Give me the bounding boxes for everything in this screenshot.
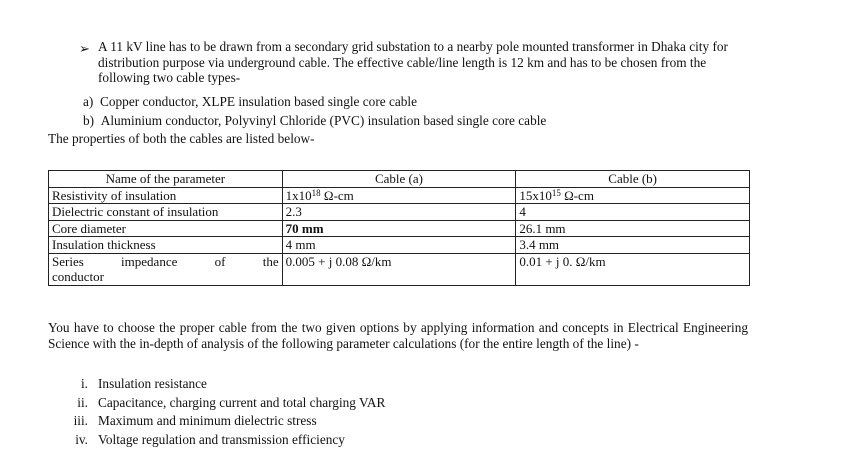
cable-properties-table	[48, 170, 750, 286]
option-text: Copper conductor, XLPE insulation based single core cable	[100, 94, 418, 109]
table-row	[49, 220, 750, 237]
intro-text: A 11 kV line has to be drawn from a secondary grid substation to a nearby pole mounted transformer in Dhaka city for distribution purpose via underground cable. The effective cable/line length is 12 km and has to be chosen from the following two cable types-	[98, 39, 728, 85]
cell-cable-b: 3.4 mm	[516, 237, 750, 254]
table-row	[49, 187, 750, 204]
cell-cable-a: 70 mm	[282, 220, 516, 237]
table-row	[49, 204, 750, 221]
header-cable-a: Cable (a)	[282, 171, 516, 188]
list-item: i. Insulation resistance	[80, 376, 207, 391]
cell-cable-b: 0.01 + j 0. Ω/km	[516, 253, 750, 285]
cell-cable-b: 26.1 mm	[516, 220, 750, 237]
header-parameter: Name of the parameter	[49, 171, 283, 188]
table-row	[49, 237, 750, 254]
option-marker: a)	[83, 94, 94, 109]
list-item: iii. Maximum and minimum dielectric stress	[73, 413, 317, 428]
cell-cable-a: 2.3	[282, 204, 516, 221]
instructions-paragraph: You have to choose the proper cable from the two given options by applying information and concepts in Electrical Engineering Science with the in-depth of analysis of the following parameter calculations (for the entire length of the line) -	[48, 320, 748, 351]
cell-param: Insulation thickness	[49, 237, 283, 254]
table-row	[49, 253, 750, 285]
cell-param: Resistivity of insulation	[49, 187, 283, 204]
option-a	[83, 94, 417, 110]
cell-cable-b: 4	[516, 204, 750, 221]
list-item: ii. Capacitance, charging current and total charging VAR	[77, 395, 386, 410]
list-item: iv. Voltage regulation and transmission efficiency	[75, 432, 345, 447]
cell-param: Dielectric constant of insulation	[49, 204, 283, 221]
option-text: Aluminium conductor, Polyvinyl Chloride (PVC) insulation based single core cable	[100, 113, 547, 128]
cell-cable-a: 0.005 + j 0.08 Ω/km	[282, 253, 516, 285]
option-marker: b)	[83, 113, 95, 128]
cell-param: Series impedance of the conductor	[49, 253, 283, 285]
bullet-arrow-icon: ➢	[79, 41, 90, 56]
cell-param: Core diameter	[49, 220, 283, 237]
table-header-row	[49, 171, 750, 188]
cell-cable-a: 4 mm	[282, 237, 516, 254]
table-lead-text: The properties of both the cables are listed below-	[48, 131, 315, 146]
cell-cable-a: $1x10^{18}$ Ω-cm	[282, 187, 516, 204]
cell-cable-b: $15x10^{15}$ Ω-cm	[516, 187, 750, 204]
header-cable-b: Cable (b)	[516, 171, 750, 188]
option-b	[83, 113, 546, 129]
